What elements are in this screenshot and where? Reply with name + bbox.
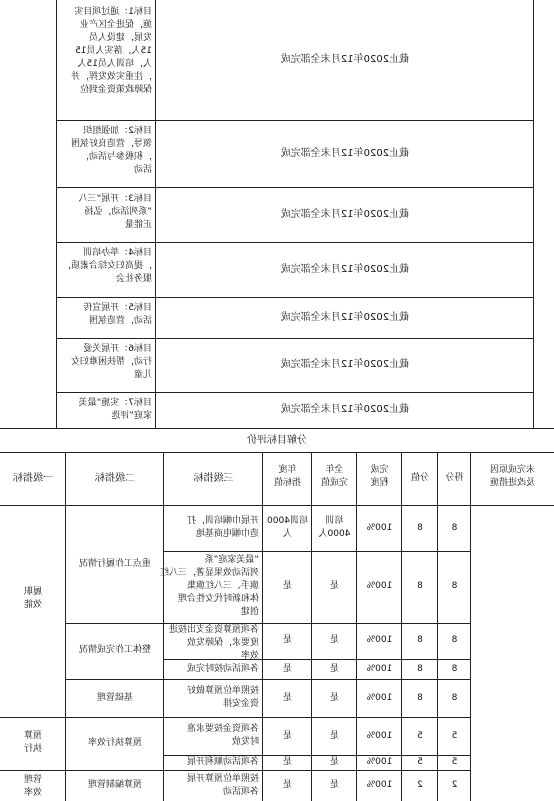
- row-score: 8: [451, 523, 458, 533]
- row-rate: 100%: [366, 635, 393, 645]
- target-label: 目标5：开展宣传 活动，营造氛围: [83, 303, 152, 326]
- header-completion-rate: 完成 程度: [370, 465, 389, 488]
- subgroup-budget-prep: 预算编制管理: [88, 780, 143, 790]
- group-management: 管理 效率: [24, 775, 43, 798]
- target-label: 目标7：实施“最美 家庭”评选: [78, 398, 152, 421]
- target-completion: 截止2020年12月末全部完成: [280, 359, 410, 370]
- grid-line: [56, 392, 534, 393]
- row-weight: 8: [417, 693, 423, 703]
- header-weight: 分值: [411, 473, 430, 483]
- row-weight: 8: [417, 635, 423, 645]
- grid-line: [164, 551, 471, 552]
- row-actual: 是: [330, 731, 340, 741]
- group-execution: 预算 执行: [24, 731, 43, 754]
- group-output: 履职 效能: [24, 587, 43, 610]
- row-indicator: 各项活动按时完成: [186, 664, 259, 674]
- row-rate: 100%: [366, 731, 393, 741]
- target-completion: 截止2020年12月末全部完成: [280, 54, 410, 65]
- grid-line: [65, 623, 471, 624]
- header-reason: 未完成原因 及改进措施: [490, 465, 536, 488]
- subgroup-budget-rate: 预算执行效率: [88, 738, 143, 748]
- subgroup-key-work: 重点工作履行情况: [79, 559, 152, 569]
- grid-line: [0, 717, 471, 718]
- row-target: 是: [283, 757, 293, 767]
- target-label: 目标1：通过项目实 施，促进全区产业 发展，建设人员 15人，落实人员15 人，培训人员15人 ，注重实效发挥，并 保障政策资金到位: [70, 7, 152, 95]
- grid-line: [0, 505, 554, 506]
- row-weight: 5: [417, 731, 423, 741]
- row-score: 8: [451, 581, 458, 591]
- target-completion: 截止2020年12月末全部完成: [280, 264, 410, 275]
- row-indicator: 各项预算资金支出按进 度要求，保障发放 效率: [168, 625, 259, 661]
- row-weight: 8: [417, 581, 423, 591]
- row-target: 是: [283, 731, 293, 741]
- row-rate: 100%: [366, 581, 393, 591]
- row-indicator: 各项资金按要求准 时发放: [186, 724, 259, 747]
- row-target: 是: [283, 581, 293, 591]
- row-weight: 8: [417, 664, 423, 674]
- grid-line: [56, 338, 534, 339]
- row-score: 8: [451, 635, 458, 645]
- row-target: 是: [283, 664, 293, 674]
- target-completion: 截止2020年12月末全部完成: [280, 209, 410, 220]
- grid-line: [56, 187, 534, 188]
- row-target: 是: [283, 780, 293, 790]
- row-score: 8: [451, 664, 458, 674]
- row-actual: 是: [330, 780, 340, 790]
- row-score: 8: [451, 693, 458, 703]
- target-label: 目标4：举办培训 ，提高妇女综合素质， 服务社会: [61, 248, 152, 284]
- target-label: 目标3：开展“三八 ”系列活动，弘扬 正能量: [78, 194, 152, 230]
- row-rate: 100%: [366, 523, 393, 533]
- grid-line: [56, 120, 534, 121]
- row-indicator: 按照单位预算做好 资金安排: [186, 686, 259, 709]
- row-score: 2: [451, 780, 458, 790]
- row-actual: 是: [330, 664, 340, 674]
- target-label: 目标6：开展关爱 行动，帮扶困难妇女 儿童: [70, 344, 152, 380]
- row-rate: 100%: [366, 780, 393, 790]
- row-actual: 是: [330, 693, 340, 703]
- row-rate: 100%: [366, 693, 393, 703]
- row-weight: 8: [417, 523, 423, 533]
- header-score: 得分: [445, 473, 464, 483]
- grid-line: [0, 428, 554, 429]
- subgroup-basic-mgmt: 基础管理: [97, 693, 134, 703]
- grid-line: [56, 242, 534, 243]
- row-indicator: “最美家庭”系 列活动效果显著，三八红 旗手、三八红旗集 体和新时代女性合理 创建: [159, 555, 259, 617]
- row-indicator: 各项活动顺利开展: [186, 757, 259, 767]
- header-level1: 一级指标: [13, 473, 53, 484]
- row-actual: 培训 4000人: [318, 516, 351, 539]
- row-weight: 2: [417, 780, 423, 790]
- header-annual-target: 年度 指标值: [274, 465, 302, 488]
- row-actual: 是: [330, 581, 340, 591]
- target-completion: 截止2020年12月末全部完成: [280, 148, 410, 159]
- header-level3: 三级指标: [193, 473, 234, 484]
- header-level2: 二级指标: [95, 473, 135, 484]
- row-actual: 是: [330, 635, 340, 645]
- target-completion: 截止2020年12月末全部完成: [280, 312, 410, 323]
- header-actual: 全年 完成值: [321, 465, 349, 488]
- row-rate: 100%: [366, 664, 393, 674]
- row-indicator: 按照单位预算开展 各项活动: [186, 774, 259, 797]
- row-rate: 100%: [366, 757, 393, 767]
- grid-line: [65, 679, 471, 680]
- row-target: 是: [283, 635, 293, 645]
- target-label: 目标2：加强组织 领导，营造良好氛围 ，积极参与活动， 活动: [70, 126, 152, 175]
- grid-line: [0, 770, 471, 771]
- subgroup-overall-work: 整体工作完成情况: [79, 645, 152, 655]
- section-title: 分解目标评价: [247, 435, 307, 446]
- row-actual: 是: [330, 757, 340, 767]
- row-target: 培训4000 人: [267, 516, 308, 539]
- row-score: 5: [451, 731, 458, 741]
- row-weight: 5: [417, 757, 423, 767]
- row-score: 5: [451, 757, 458, 767]
- grid-line: [56, 297, 534, 298]
- grid-line: [56, 0, 57, 428]
- row-indicator: 开展巾帼培训，打 造巾帼电商基地: [186, 516, 259, 539]
- target-completion: 截止2020年12月末全部完成: [280, 404, 410, 415]
- row-target: 是: [283, 693, 293, 703]
